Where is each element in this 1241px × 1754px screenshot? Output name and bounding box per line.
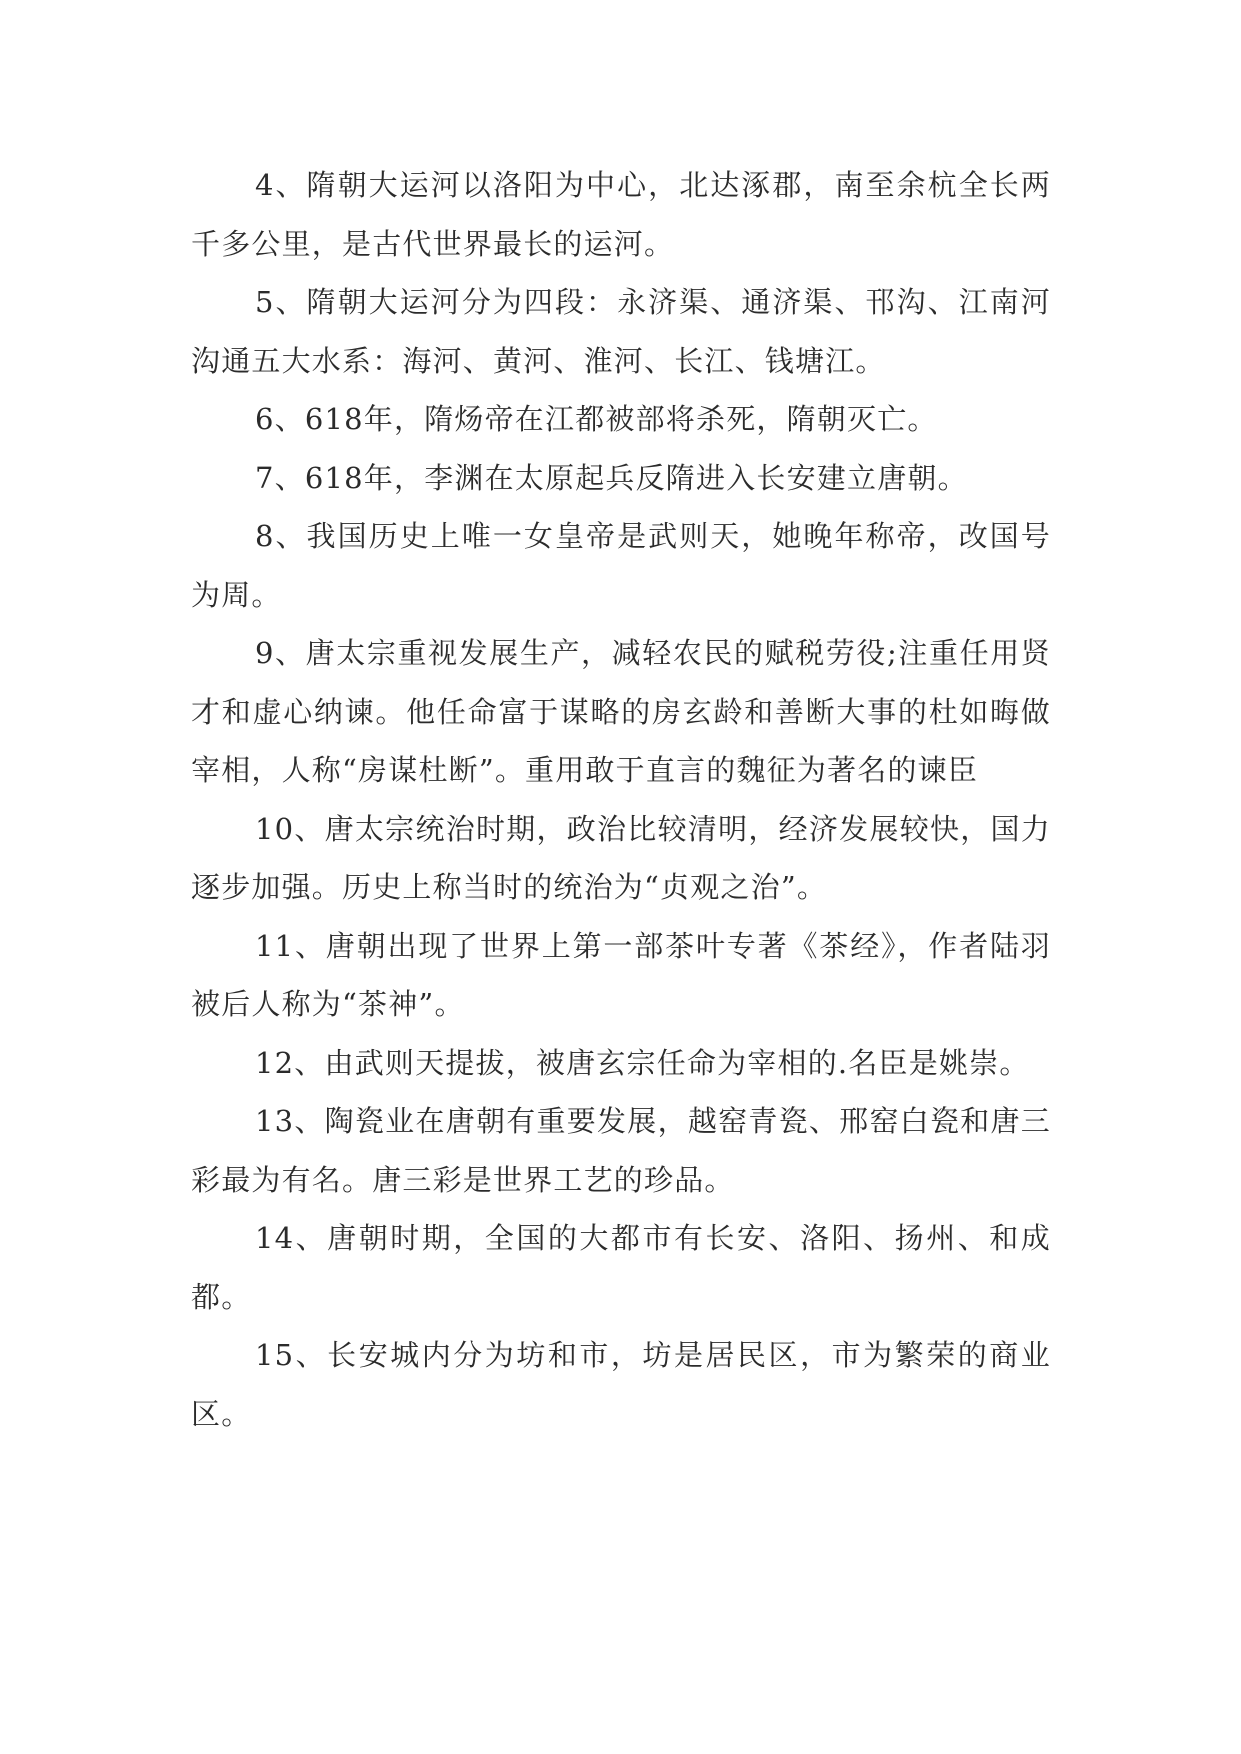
paragraph-5: 5、隋朝大运河分为四段：永济渠、通济渠、邗沟、江南河沟通五大水系：海河、黄河、淮河、长江、钱塘江。 bbox=[191, 285, 1051, 378]
paragraph-12: 12、由武则天提拔，被唐玄宗任命为宰相的.名臣是姚崇。 bbox=[255, 1045, 1030, 1080]
paragraph-15: 15、长安城内分为坊和市，坊是居民区，市为繁荣的商业区。 bbox=[191, 1338, 1051, 1431]
paragraph-14: 14、唐朝时期，全国的大都市有长安、洛阳、扬州、和成都。 bbox=[191, 1221, 1051, 1314]
paragraph-9: 9、唐太宗重视发展生产，减轻农民的赋税劳役;注重任用贤才和虚心纳谏。他任命富于谋略的房玄龄和善断大事的杜如晦做宰相，人称“房谋杜断”。重用敢于直言的魏征为著名的谏臣 bbox=[191, 636, 1051, 787]
document-body bbox=[191, 156, 1051, 1443]
paragraph-8: 8、我国历史上唯一女皇帝是武则天，她晚年称帝，改国号为周。 bbox=[191, 519, 1051, 612]
paragraph-13: 13、陶瓷业在唐朝有重要发展，越窑青瓷、邢窑白瓷和唐三彩最为有名。唐三彩是世界工艺的珍品。 bbox=[191, 1104, 1051, 1197]
paragraph-7: 7、618年，李渊在太原起兵反隋进入长安建立唐朝。 bbox=[255, 460, 968, 495]
paragraph-4: 4、隋朝大运河以洛阳为中心，北达涿郡，南至余杭全长两千多公里，是古代世界最长的运河。 bbox=[191, 168, 1051, 261]
paragraph-6: 6、618年，隋炀帝在江都被部将杀死，隋朝灭亡。 bbox=[255, 402, 938, 436]
paragraph-10: 10、唐太宗统治时期，政治比较清明，经济发展较快，国力逐步加强。历史上称当时的统治为“贞观之治”。 bbox=[191, 811, 1051, 904]
paragraph-11: 11、唐朝出现了世界上第一部茶叶专著《茶经》，作者陆羽被后人称为“茶神”。 bbox=[191, 928, 1051, 1021]
